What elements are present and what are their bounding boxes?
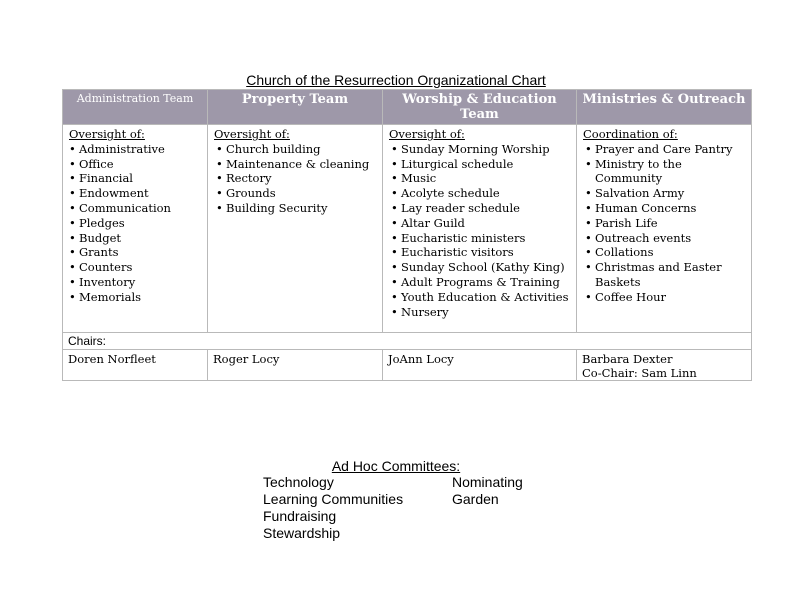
- oversight-heading: Oversight of:: [389, 127, 465, 141]
- list-item: • Lay reader schedule: [401, 201, 570, 216]
- list-item: • Eucharistic visitors: [401, 245, 570, 260]
- chair-name: Barbara Dexter: [582, 352, 673, 366]
- adhoc-committee: Technology: [263, 474, 334, 490]
- adhoc-committee: Garden: [452, 491, 499, 507]
- chart-title: Church of the Resurrection Organizational Chart: [246, 72, 546, 88]
- chairs-label: Chairs:: [63, 333, 752, 350]
- list-item: • Outreach events: [595, 231, 745, 246]
- list-item: • Collations: [595, 245, 745, 260]
- list-item: • Endowment: [79, 186, 201, 201]
- co-chair-name: Co-Chair: Sam Linn: [582, 366, 697, 380]
- list-item: • Music: [401, 171, 570, 186]
- list-item: • Budget: [79, 231, 201, 246]
- list-item: • Human Concerns: [595, 201, 745, 216]
- list-item: • Counters: [79, 260, 201, 275]
- chair-ministries-outreach: [577, 350, 752, 381]
- list-item: • Nursery: [401, 305, 570, 320]
- list-item: • Youth Education & Activities: [401, 290, 570, 305]
- list-item: • Office: [79, 157, 201, 172]
- list-item: • Eucharistic ministers: [401, 231, 570, 246]
- adhoc-committees-title: Ad Hoc Committees:: [331, 458, 461, 474]
- list-item: • Christmas and Easter Baskets: [595, 260, 745, 290]
- list-item: • Maintenance & cleaning: [226, 157, 376, 172]
- list-item: • Altar Guild: [401, 216, 570, 231]
- chairs-row: [63, 350, 752, 381]
- team-header-administration: Administration Team: [63, 90, 208, 125]
- list-item: • Liturgical schedule: [401, 157, 570, 172]
- ministries-outreach-cell: [577, 125, 752, 333]
- adhoc-list-right: [452, 474, 523, 508]
- property-cell: [208, 125, 383, 333]
- list-item: • Church building: [226, 142, 376, 157]
- chair-property: Roger Locy: [208, 350, 383, 381]
- list-item: • Sunday Morning Worship: [401, 142, 570, 157]
- team-header-worship-education: Worship & Education Team: [383, 90, 577, 125]
- administration-cell: [63, 125, 208, 333]
- list-item: • Coffee Hour: [595, 290, 745, 305]
- list-item: • Adult Programs & Training: [401, 275, 570, 290]
- list-item: • Inventory: [79, 275, 201, 290]
- adhoc-committee: Learning Communities: [263, 491, 404, 507]
- oversight-heading: Oversight of:: [69, 127, 145, 141]
- list-item: • Prayer and Care Pantry: [595, 142, 745, 157]
- list-item: • Memorials: [79, 290, 201, 305]
- worship-education-cell: [383, 125, 577, 333]
- list-item: • Rectory: [226, 171, 376, 186]
- oversight-heading: Oversight of:: [214, 127, 290, 141]
- adhoc-committee: Fundraising: [263, 508, 337, 524]
- chairs-label-row: [63, 333, 752, 350]
- adhoc-committee: Stewardship: [263, 525, 341, 541]
- team-header-property: Property Team: [208, 90, 383, 125]
- team-header-ministries-outreach: Ministries & Outreach: [577, 90, 752, 125]
- team-header-row: [63, 90, 752, 125]
- list-item: • Acolyte schedule: [401, 186, 570, 201]
- org-chart-table: [62, 89, 752, 381]
- oversight-row: [63, 125, 752, 333]
- list-item: • Financial: [79, 171, 201, 186]
- list-item: • Pledges: [79, 216, 201, 231]
- list-item: • Communication: [79, 201, 201, 216]
- list-item: • Administrative: [79, 142, 201, 157]
- list-item: • Salvation Army: [595, 186, 745, 201]
- chair-worship-education: JoAnn Locy: [383, 350, 577, 381]
- list-item: • Parish Life: [595, 216, 745, 231]
- list-item: • Sunday School (Kathy King): [401, 260, 570, 275]
- adhoc-list-left: [263, 474, 403, 542]
- adhoc-committee: Nominating: [452, 474, 523, 490]
- coordination-heading: Coordination of:: [583, 127, 678, 141]
- chair-administration: Doren Norfleet: [63, 350, 208, 381]
- list-item: • Grounds: [226, 186, 376, 201]
- list-item: • Grants: [79, 245, 201, 260]
- list-item: • Ministry to the Community: [595, 157, 745, 187]
- list-item: • Building Security: [226, 201, 376, 216]
